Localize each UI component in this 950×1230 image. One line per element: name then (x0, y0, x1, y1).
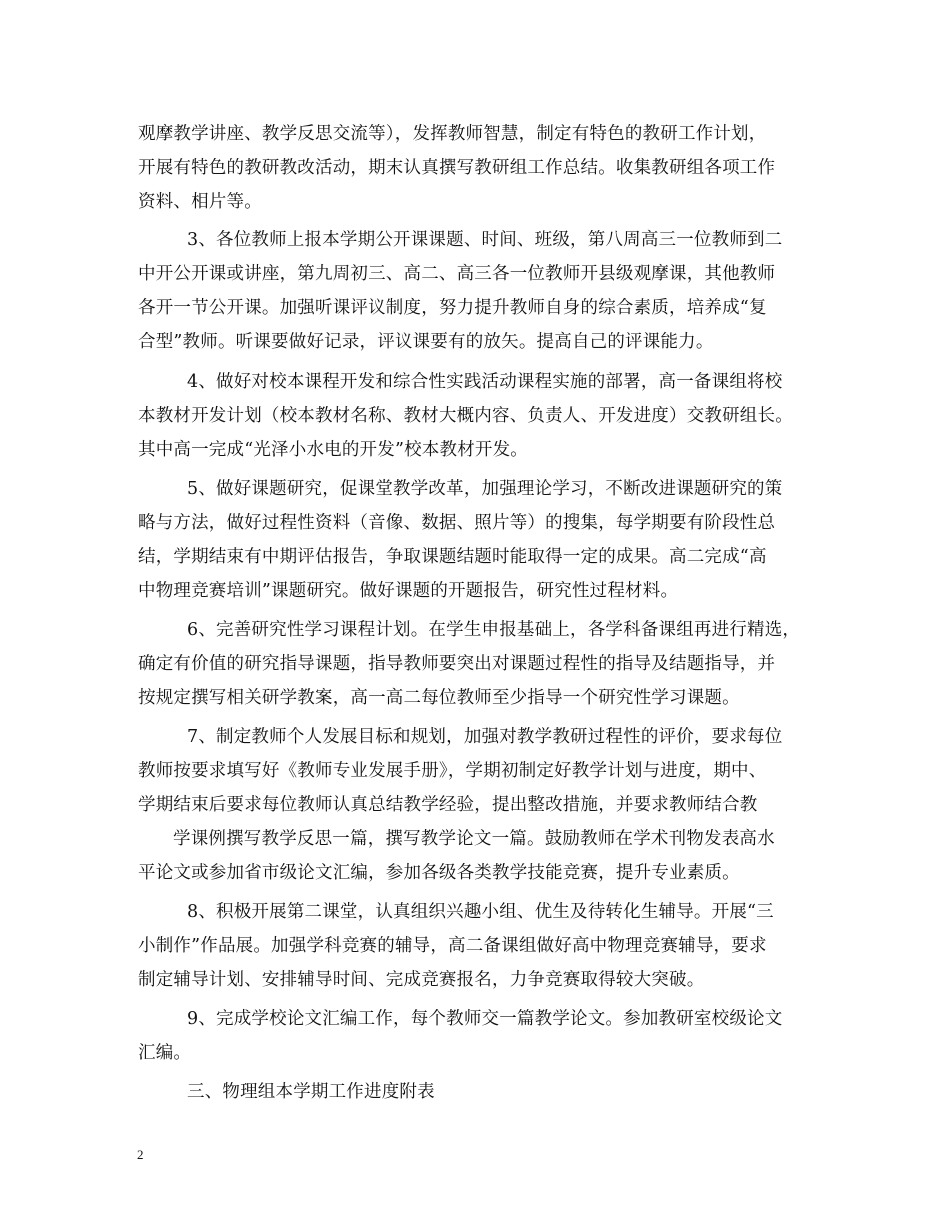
body-text-line: 学期结束后要求每位教师认真总结教学经验，提出整改措施，并要求教师结合教 (138, 795, 758, 815)
body-text-line: 学课例撰写教学反思一篇，撰写教学论文一篇。鼓励教师在学术刊物发表高水 (173, 829, 775, 849)
body-text-line: 本教材开发计划（校本教材名称、教材大概内容、负责人、开发进度）交教研组长。 (138, 406, 793, 426)
paragraph-6-line: 6、完善研究性学习课程计划。在学生申报基础上，各学科备课组再进行精选， (187, 620, 801, 640)
body-text-line: 开展有特色的教研教改活动，期末认真撰写教研组工作总结。收集教研组各项工作 (138, 158, 776, 178)
body-text-line: 汇编。 (138, 1043, 192, 1063)
body-text-line: 小制作”作品展。加强学科竞赛的辅导，高二备课组做好高中物理竞赛辅导，要求 (138, 936, 767, 956)
body-text-line: 合型”教师。听课要做好记录，评议课要有的放矢。提高自己的评课能力。 (138, 332, 714, 352)
body-text-line: 其中高一完成“光泽小水电的开发”校本教材开发。 (138, 440, 528, 460)
paragraph-8-line: 8、积极开展第二课堂，认真组织兴趣小组、优生及待转化生辅导。开展“三 (187, 902, 774, 922)
body-text-line: 资料、相片等。 (138, 192, 262, 212)
paragraph-3-line: 3、各位教师上报本学期公开课课题、时间、班级，第八周高三一位教师到二 (187, 230, 783, 250)
body-text-line: 结，学期结束有中期评估报告，争取课题结题时能取得一定的成果。高二完成“高 (138, 547, 767, 567)
body-text-line: 平论文或参加省市级论文汇编，参加各级各类教学技能竞赛，提升专业素质。 (138, 863, 740, 883)
paragraph-9-line: 9、完成学校论文汇编工作，每个教师交一篇教学论文。参加教研室校级论文 (187, 1009, 783, 1029)
paragraph-4-line: 4、做好对校本课程开发和综合性实践活动课程实施的部署，高一备课组将校 (187, 372, 783, 392)
body-text-line: 略与方法，做好过程性资料（音像、数据、照片等）的搜集，每学期要有阶段性总 (138, 513, 776, 533)
section-heading: 三、物理组本学期工作进度附表 (187, 1082, 435, 1102)
body-text-line: 中开公开课或讲座，第九周初三、高二、高三各一位教师开县级观摩课，其他教师 (138, 264, 776, 284)
body-text-line: 观摩教学讲座、教学反思交流等），发挥教师智慧，制定有特色的教研工作计划， (138, 124, 767, 144)
body-text-line: 按规定撰写相关研学教案，高一高二每位教师至少指导一个研究性学习课题。 (138, 688, 740, 708)
body-text-line: 中物理竞赛培训”课题研究。做好课题的开题报告，研究性过程材料。 (138, 581, 679, 601)
body-text-line: 教师按要求填写好《教师专业发展手册》，学期初制定好教学计划与进度，期中、 (138, 761, 767, 781)
paragraph-7-line: 7、制定教师个人发展目标和规划，加强对教学教研过程性的评价，要求每位 (187, 727, 783, 747)
body-text-line: 制定辅导计划、安排辅导时间、完成竞赛报名，力争竞赛取得较大突破。 (138, 970, 705, 990)
body-text-line: 确定有价值的研究指导课题，指导教师要突出对课题过程性的指导及结题指导，并 (138, 654, 776, 674)
page-number: 2 (137, 1147, 144, 1162)
body-text-line: 各开一节公开课。加强听课评议制度，努力提升教师自身的综合素质，培养成“复 (138, 298, 767, 318)
paragraph-5-line: 5、做好课题研究，促课堂教学改革，加强理论学习，不断改进课题研究的策 (187, 479, 783, 499)
